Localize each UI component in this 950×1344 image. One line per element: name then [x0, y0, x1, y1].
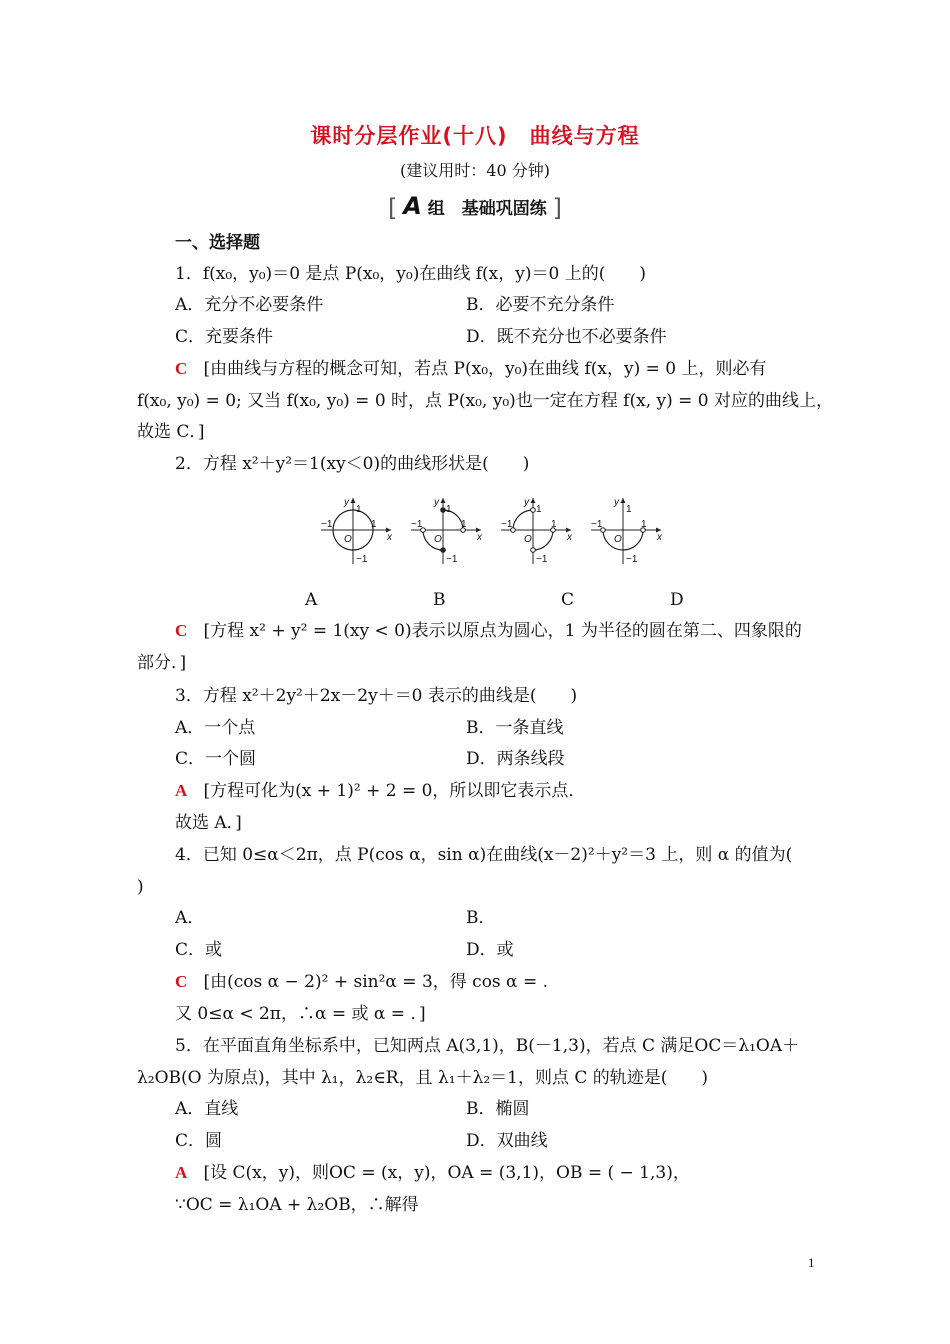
y-axis-label: y	[524, 497, 529, 508]
q5-stem-line1: 5．在平面直角坐标系中，已知两点 A(3,1)，B(－1,3)，若点 C 满足OC＝λ₁OA＋	[175, 1036, 800, 1056]
q4-option-c: C．或	[175, 940, 223, 960]
q1-option-a: A．充分不必要条件	[175, 295, 324, 315]
q1-option-d: D．既不充分也不必要条件	[466, 327, 667, 347]
section-heading: 一、选择题	[175, 233, 260, 253]
q2-figure-c	[501, 497, 573, 565]
page-number: 1	[808, 1255, 815, 1270]
q4-answer: C	[175, 972, 188, 991]
tick-label-x-1: 1	[371, 519, 377, 530]
q3-stem: 3．方程 x²＋2y²＋2x－2y＋＝0 表示的曲线是( )	[175, 686, 578, 706]
q5-option-a: A．直线	[175, 1099, 239, 1119]
y-axis-arrow-icon	[621, 498, 626, 503]
fig-label-c: C	[561, 590, 575, 610]
q4-stem-line2: )	[137, 877, 144, 897]
tick-label-y-1: 1	[626, 504, 632, 515]
x-axis-label: x	[657, 532, 662, 543]
y-axis-label: y	[344, 497, 349, 508]
x-axis-label: x	[387, 532, 392, 543]
suggested-time: (建议用时：40 分钟)	[400, 161, 550, 180]
tick-label-x-1: 1	[551, 519, 557, 530]
q3-explanation-line2: 故选 A．]	[175, 813, 242, 833]
left-bracket-icon: [	[387, 194, 398, 222]
q1-option-c: C．充要条件	[175, 327, 274, 347]
q5-exp1-text: [设 C(x，y)，则OC = (x，y)，OA = (3,1)，OB = ( − 1,3)，	[203, 1163, 690, 1183]
q1-answer: C	[175, 359, 188, 378]
group-label: 组 基础巩固练	[427, 199, 547, 219]
fig-label-a: A	[305, 590, 318, 610]
q2-figures	[300, 485, 690, 577]
q5-option-b: B．椭圆	[466, 1099, 530, 1119]
q1-stem: 1．f(x₀，y₀)＝0 是点 P(x₀，y₀)在曲线 f(x，y)＝0 上的( )	[175, 264, 646, 284]
q3-option-d: D．两条线段	[466, 749, 565, 769]
q1-explanation-line2: f(x₀, y₀) = 0; 又当 f(x₀, y₀) = 0 时，点 P(x₀, y₀)也一定在方程 f(x, y) = 0 对应的曲线上，	[137, 391, 834, 411]
endpoint-dot	[531, 548, 536, 553]
group-heading	[0, 192, 950, 222]
y-axis-label: y	[434, 497, 439, 508]
q4-exp1-text: [由(cos α − 2)² + sin²α = 3，得 cos α = .	[203, 972, 548, 992]
q5-explanation-line2: ∵OC = λ₁OA + λ₂OB，∴解得	[175, 1195, 419, 1215]
origin-label: O	[524, 534, 532, 545]
q1-option-b: B．必要不充分条件	[466, 295, 615, 315]
endpoint-dot	[441, 508, 446, 513]
q4-option-d: D．或	[466, 940, 514, 960]
q2-answer: C	[175, 621, 188, 640]
q1-exp1-text: [由曲线与方程的概念可知，若点 P(x₀，y₀)在曲线 f(x，y) = 0 上，则必有	[203, 359, 767, 379]
right-bracket-icon: ]	[552, 194, 563, 222]
q4-option-a: A．	[175, 908, 205, 928]
q1-explanation-line1	[175, 357, 766, 381]
q4-explanation-line2: 又 0≤α < 2π，∴α = 或 α = ．]	[175, 1004, 426, 1024]
q3-option-b: B．一条直线	[466, 718, 564, 738]
tick-label-x-1: 1	[461, 519, 467, 530]
q2-figure-a	[321, 497, 393, 565]
q3-explanation-line1	[175, 779, 585, 803]
q5-option-d: D．双曲线	[466, 1131, 548, 1151]
q5-answer: A	[175, 1163, 188, 1182]
origin-label: O	[344, 534, 352, 545]
q2-figure-b	[411, 497, 483, 565]
origin-label: O	[434, 534, 442, 545]
q4-stem-line1: 4．已知 0≤α＜2π，点 P(cos α，sin α)在曲线(x－2)²＋y²＝3 上，则 α 的值为(	[175, 845, 793, 865]
q4-option-b: B．	[466, 908, 496, 928]
y-axis-arrow-icon	[441, 498, 446, 503]
q1-explanation-line3: 故选 C．]	[137, 422, 205, 442]
q4-explanation-line1	[175, 970, 548, 994]
circle-arc	[513, 510, 533, 530]
y-axis-arrow-icon	[351, 498, 356, 503]
tick-label-y-1: 1	[536, 504, 542, 515]
q5-explanation-line1	[175, 1161, 690, 1185]
q2-stem: 2．方程 x²＋y²＝1(xy＜0)的曲线形状是( )	[175, 454, 530, 474]
tick-label-y-neg1: −1	[446, 554, 458, 565]
q3-option-a: A．一个点	[175, 718, 256, 738]
tick-label-x-neg1: −1	[591, 519, 603, 530]
tick-label-x-neg1: −1	[501, 519, 513, 530]
tick-label-y-neg1: −1	[536, 554, 548, 565]
q3-answer: A	[175, 781, 188, 800]
x-axis-label: x	[477, 532, 482, 543]
tick-label-y-1: 1	[446, 504, 452, 515]
tick-label-x-1: 1	[641, 519, 647, 530]
q2-explanation-line1	[175, 619, 802, 643]
fig-label-b: B	[433, 590, 446, 610]
q5-option-c: C．圆	[175, 1131, 223, 1151]
tick-label-y-neg1: −1	[626, 554, 638, 565]
circle-arc	[533, 530, 553, 550]
fig-label-d: D	[670, 590, 684, 610]
y-axis-arrow-icon	[531, 498, 536, 503]
tick-label-y-neg1: −1	[356, 554, 368, 565]
page-title: 课时分层作业(十八) 曲线与方程	[310, 124, 640, 148]
q3-exp1-text: [方程可化为(x + 1)² + 2 = 0，所以即它表示点．	[203, 781, 586, 801]
tick-label-x-neg1: −1	[411, 519, 423, 530]
endpoint-dot	[441, 548, 446, 553]
group-letter: A	[403, 192, 422, 220]
q5-stem-line2: λ₂OB(O 为原点)，其中 λ₁，λ₂∈R，且 λ₁＋λ₂＝1，则点 C 的轨迹是( )	[137, 1068, 709, 1088]
x-axis-label: x	[567, 532, 572, 543]
q2-exp1-text: [方程 x² + y² = 1(xy < 0)表示以原点为圆心，1 为半径的圆在第二、四象限的	[203, 621, 802, 641]
endpoint-dot	[531, 508, 536, 513]
tick-label-y-1: 1	[356, 504, 362, 515]
q2-explanation-line2: 部分．]	[137, 653, 187, 673]
q3-option-c: C．一个圆	[175, 749, 257, 769]
tick-label-x-neg1: −1	[321, 519, 333, 530]
y-axis-label: y	[614, 497, 619, 508]
q2-figure-d	[591, 497, 663, 565]
origin-label: O	[614, 534, 622, 545]
